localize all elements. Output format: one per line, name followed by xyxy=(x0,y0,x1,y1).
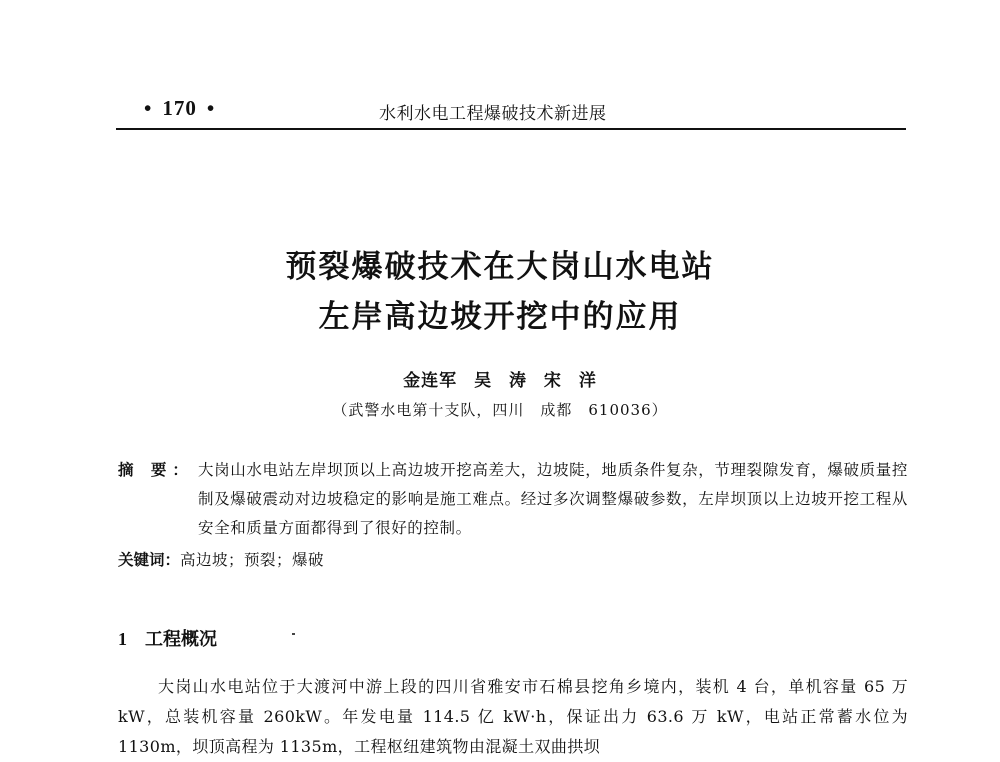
book-title: 水利水电工程爆破技术新进展 xyxy=(379,104,607,124)
paper-title-line-2: 左岸高边坡开挖中的应用 xyxy=(318,299,682,335)
header-rule xyxy=(116,128,906,130)
scan-speck xyxy=(292,633,295,635)
authors: 金连军 吴 涛 宋 洋 xyxy=(403,371,597,391)
keywords xyxy=(118,548,324,570)
header-dot-left: • xyxy=(144,96,153,120)
header-dot-right: • xyxy=(206,96,216,120)
abstract-text: 大岗山水电站左岸坝顶以上高边坡开挖高差大，边坡陡，地质条件复杂，节理裂隙发育，爆破质量控制及爆破震动对边坡稳定的影响是施工难点。经过多次调整爆破参数，左岸坝顶以上边坡开挖工程从安全和质量方面都得到了很好的控制。 xyxy=(198,461,908,537)
keywords-label: 关键词： xyxy=(118,551,181,569)
abstract-label: 摘 要： xyxy=(118,461,194,479)
paper-title xyxy=(0,242,1000,342)
page-number xyxy=(134,96,225,121)
page-number-value: 170 xyxy=(162,96,197,120)
section-title: 工程概况 xyxy=(145,629,217,650)
paper-title-line-1: 预裂爆破技术在大岗山水电站 xyxy=(285,249,715,285)
keywords-text: 高边坡；预裂；爆破 xyxy=(180,551,325,569)
section-heading xyxy=(118,625,217,651)
affiliation: （武警水电第十支队，四川 成都 610036） xyxy=(332,401,668,419)
body-paragraph: 大岗山水电站位于大渡河中游上段的四川省雅安市石棉县挖角乡境内，装机 4 台，单机容量 65 万 kW，总装机容量 260kW。年发电量 114.5 亿 kW·h，保证出力 63.6 万 kW，电站正常蓄水位为 1130m，坝顶高程为 1135m，工程枢纽建筑物由混凝土双曲拱坝 xyxy=(118,677,908,756)
abstract xyxy=(118,456,908,543)
running-header xyxy=(116,96,906,128)
section-number: 1 xyxy=(118,629,127,649)
